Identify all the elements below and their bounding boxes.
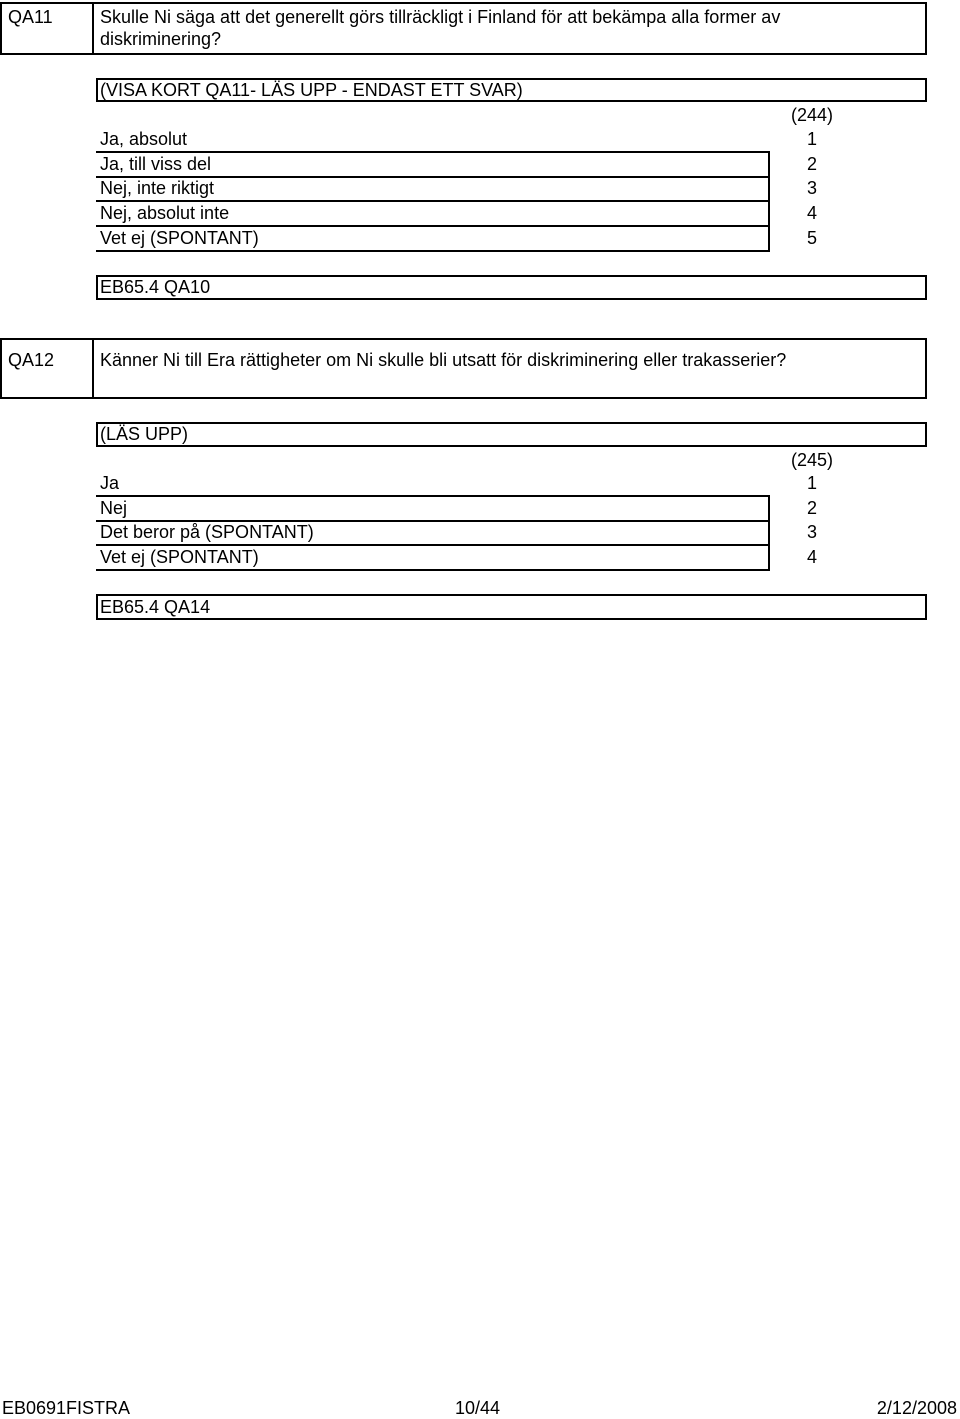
answer-option-code: 3 xyxy=(806,522,817,542)
option-separator xyxy=(96,495,770,497)
answer-option-code: 1 xyxy=(806,473,817,493)
options-right-border xyxy=(768,151,770,252)
answer-option-label: Det beror på (SPONTANT) xyxy=(100,522,314,542)
options-right-border xyxy=(768,495,770,571)
option-separator xyxy=(96,569,770,571)
question-qa12-instruction: (LÄS UPP) xyxy=(100,424,189,444)
option-separator xyxy=(96,250,770,252)
answer-option-label: Ja, till viss del xyxy=(100,154,212,174)
answer-option-label: Vet ej (SPONTANT) xyxy=(100,228,259,248)
footer-page-number: 10/44 xyxy=(455,1398,501,1418)
question-qa12-column-code: (245) xyxy=(790,450,834,470)
question-qa12-text: Känner Ni till Era rättigheter om Ni skulle bli utsatt för diskriminering eller trakasserier? xyxy=(100,350,787,370)
answer-option-code: 5 xyxy=(806,228,817,248)
answer-option-code: 2 xyxy=(806,498,817,518)
answer-option-label: Nej xyxy=(100,498,128,518)
answer-option-code: 1 xyxy=(806,129,817,149)
answer-option-label: Ja xyxy=(100,473,120,493)
answer-option-code: 2 xyxy=(806,154,817,174)
answer-option-label: Ja, absolut xyxy=(100,129,188,149)
answer-option-code: 3 xyxy=(806,178,817,198)
answer-option-label: Nej, inte riktigt xyxy=(100,178,215,198)
question-qa11-divider xyxy=(92,2,94,55)
answer-option-code: 4 xyxy=(806,547,817,567)
question-qa11-id: QA11 xyxy=(8,7,53,27)
question-qa11-reference: EB65.4 QA10 xyxy=(100,277,211,297)
footer-date: 2/12/2008 xyxy=(876,1398,957,1418)
question-qa12-instruction-box xyxy=(96,422,927,447)
footer-doc-id: EB0691FISTRA xyxy=(2,1398,131,1418)
answer-option-label: Vet ej (SPONTANT) xyxy=(100,547,259,567)
question-qa12-divider xyxy=(92,338,94,399)
question-qa11-reference-box xyxy=(96,275,927,300)
answer-option-label: Nej, absolut inte xyxy=(100,203,230,223)
question-qa12-reference-box xyxy=(96,594,927,620)
question-qa11-instruction: (VISA KORT QA11- LÄS UPP - ENDAST ETT SVAR) xyxy=(100,80,523,100)
question-qa11-text: Skulle Ni säga att det generellt görs tillräckligt i Finland för att bekämpa alla former av diskriminering? xyxy=(100,7,781,49)
answer-option-code: 4 xyxy=(806,203,817,223)
question-qa12-id: QA12 xyxy=(8,350,55,370)
question-qa12-reference: EB65.4 QA14 xyxy=(100,597,211,617)
question-qa11-column-code: (244) xyxy=(790,105,834,125)
